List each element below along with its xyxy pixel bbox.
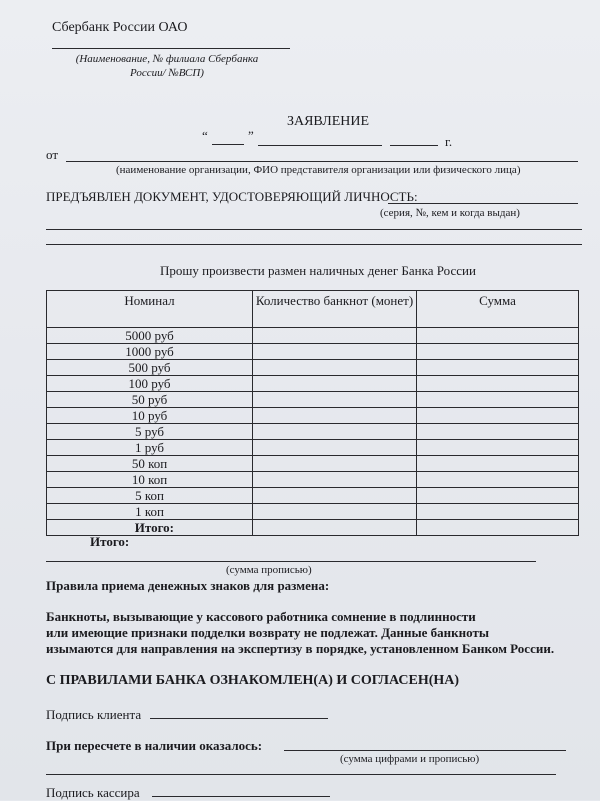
table-row (47, 424, 579, 440)
cashier-signature-field[interactable] (152, 796, 330, 797)
id-document-hint: (серия, №, кем и когда выдан) (380, 207, 520, 219)
year-suffix: г. (445, 134, 453, 149)
sum-cell[interactable] (417, 440, 579, 456)
from-field[interactable] (66, 161, 578, 162)
quantity-cell[interactable] (253, 472, 417, 488)
nominal-cell: 100 руб (47, 376, 253, 392)
table-row (47, 328, 579, 344)
sum-cell[interactable] (417, 344, 579, 360)
sum-cell[interactable] (417, 488, 579, 504)
quantity-cell[interactable] (253, 328, 417, 344)
nominal-cell: 5000 руб (47, 328, 253, 344)
quantity-cell[interactable] (253, 488, 417, 504)
quantity-cell[interactable] (253, 456, 417, 472)
recount-hint: (сумма цифрами и прописью) (340, 753, 480, 765)
recount-field-line-2[interactable] (46, 774, 556, 775)
sum-cell[interactable] (417, 456, 579, 472)
rules-line-3: изымаются для направления на экспертизу в порядке, установленном Банком России. (46, 641, 555, 656)
id-document-field[interactable] (388, 203, 578, 204)
table-row (47, 440, 579, 456)
cashier-signature-label: Подпись кассира (46, 785, 140, 800)
branch-hint-line1: (Наименование, № филиала Сбербанка (75, 53, 259, 65)
date-quote-close: ” (248, 128, 254, 143)
sum-cell[interactable] (417, 472, 579, 488)
table-row (47, 504, 579, 520)
quantity-cell[interactable] (253, 440, 417, 456)
sum-cell[interactable] (417, 376, 579, 392)
quantity-cell[interactable] (253, 360, 417, 376)
table-row (47, 408, 579, 424)
table-row (47, 360, 579, 376)
sum-cell[interactable] (417, 504, 579, 520)
client-signature-label: Подпись клиента (46, 707, 142, 722)
sum-cell[interactable] (417, 328, 579, 344)
sum-cell[interactable] (417, 408, 579, 424)
request-text: Прошу произвести размен наличных денег Банка России (160, 263, 476, 278)
client-signature-field[interactable] (150, 718, 328, 719)
table-row (47, 392, 579, 408)
nominal-cell: 5 коп (47, 488, 253, 504)
table-row (47, 344, 579, 360)
quantity-cell[interactable] (253, 376, 417, 392)
nominal-cell: 1 руб (47, 440, 253, 456)
quantity-cell[interactable] (253, 344, 417, 360)
nominal-cell: 5 руб (47, 424, 253, 440)
table-row (47, 376, 579, 392)
quantity-cell[interactable] (253, 408, 417, 424)
total-sum-cell[interactable] (417, 520, 579, 536)
sum-cell[interactable] (417, 360, 579, 376)
recount-label: При пересчете в наличии оказалось: (46, 738, 263, 753)
table-row (47, 488, 579, 504)
date-quote-open: “ (202, 128, 208, 143)
document-title: ЗАЯВЛЕНИЕ (286, 114, 370, 129)
quantity-cell[interactable] (253, 424, 417, 440)
branch-name-line[interactable] (52, 48, 290, 49)
nominal-cell: 1000 руб (47, 344, 253, 360)
table-row (47, 456, 579, 472)
bank-name: Сбербанк России ОАО (52, 20, 188, 35)
total-quantity-cell[interactable] (253, 520, 417, 536)
quantity-cell[interactable] (253, 392, 417, 408)
header-quantity: Количество банкнот (монет) (253, 291, 417, 328)
rules-line-1: Банкноты, вызывающие у кассового работника сомнение в подлинности (46, 609, 476, 624)
id-document-label: ПРЕДЪЯВЛЕН ДОКУМЕНТ, УДОСТОВЕРЯЮЩИЙ ЛИЧНОСТЬ: (46, 189, 418, 204)
table-total-label: Итого: (47, 520, 253, 536)
header-nominal: Номинал (47, 291, 253, 328)
nominal-cell: 10 коп (47, 472, 253, 488)
total-words-field[interactable] (46, 561, 536, 562)
nominal-cell: 500 руб (47, 360, 253, 376)
total-words-hint: (сумма прописью) (226, 564, 312, 576)
date-day-field[interactable] (212, 144, 244, 145)
date-month-field[interactable] (258, 145, 382, 146)
id-document-line-3[interactable] (46, 244, 582, 245)
from-label: от (46, 147, 59, 162)
nominal-cell: 1 коп (47, 504, 253, 520)
header-sum: Сумма (417, 291, 579, 328)
date-year-field[interactable] (390, 145, 438, 146)
quantity-cell[interactable] (253, 504, 417, 520)
sum-cell[interactable] (417, 392, 579, 408)
agreement-statement: С ПРАВИЛАМИ БАНКА ОЗНАКОМЛЕН(А) И СОГЛАСЕН(НА) (46, 673, 460, 688)
nominal-cell: 10 руб (47, 408, 253, 424)
branch-hint-line2: России/ №ВСП) (130, 67, 204, 79)
nominal-cell: 50 руб (47, 392, 253, 408)
denomination-table (46, 290, 579, 536)
sum-cell[interactable] (417, 424, 579, 440)
from-hint: (наименование организации, ФИО представителя организации или физического лица) (116, 164, 521, 176)
total-words-label: Итого: (90, 534, 130, 549)
nominal-cell: 50 коп (47, 456, 253, 472)
table-row (47, 472, 579, 488)
recount-field[interactable] (284, 750, 566, 751)
rules-line-2: или имеющие признаки подделки возврату не подлежат. Данные банкноты (46, 625, 490, 640)
id-document-line-2[interactable] (46, 229, 582, 230)
rules-heading: Правила приема денежных знаков для размена: (46, 578, 330, 593)
